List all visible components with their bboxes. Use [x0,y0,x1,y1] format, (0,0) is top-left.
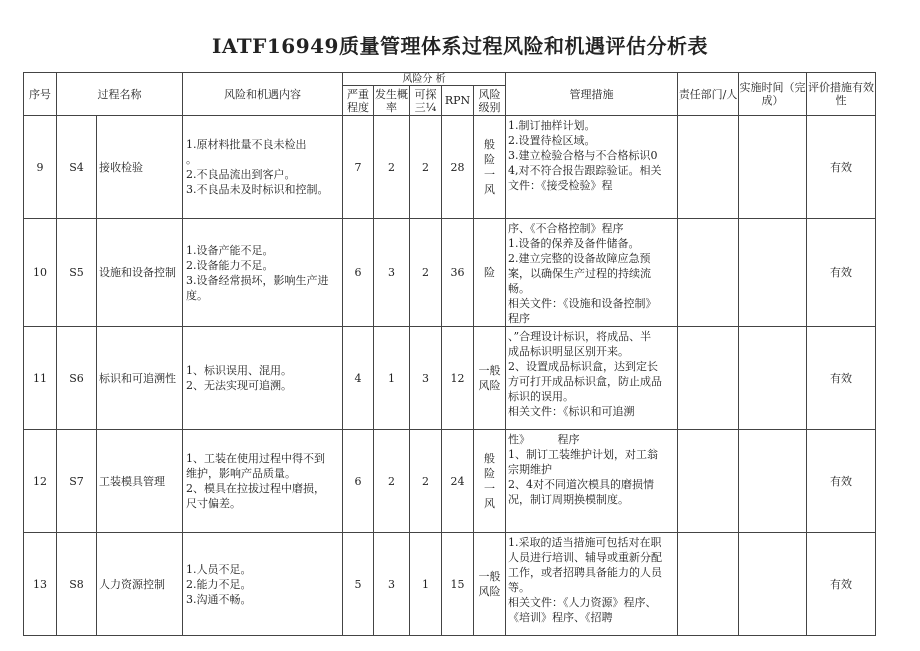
cell-risk-content [183,219,343,327]
cell-rpn: 15 [442,533,474,636]
cell-eval: 有效 [807,430,876,533]
cell-text-line: 一 [484,482,496,495]
cell-text-line: 等。 [508,581,531,594]
cell-text-line: 风险 [478,585,501,598]
header-occurrence: 发生概率 [375,87,408,114]
cell-text-line: 性》 程序 [508,433,580,446]
cell-text-line: 相关文件：《人力资源》程序、 [508,596,657,609]
cell-text-line: 案，以确保生产过程的持续流 [508,267,652,280]
cell-text-line: 险 [484,153,496,166]
cell-rpn: 28 [442,116,474,219]
cell-detection: 2 [410,116,442,219]
cell-code: S8 [57,533,97,636]
cell-text-line: 程序 [508,312,531,325]
cell-detection: 2 [410,219,442,327]
cell-text-line: 标识的误用。 [508,390,575,403]
header-process-name: 过程名称 [57,73,183,116]
cell-text-line: 序、《不合格控制》程序 [508,222,624,235]
cell-text-line: 一般 [478,364,501,377]
table-row [24,327,876,430]
cell-text-line: 2.设置待检区域。 [508,134,596,147]
cell-risk-level [474,430,506,533]
cell-measures [506,116,678,219]
cell-text-line: 2.能力不足。 [186,577,252,591]
cell-text-line: 。 [186,153,197,166]
table-body [24,116,876,636]
cell-severity: 4 [343,327,374,430]
cell-text-line: 风 [484,497,496,510]
header-eval: 评价措施有效性 [807,73,876,116]
cell-code: S7 [57,430,97,533]
cell-code: S5 [57,219,97,327]
cell-text-line: 2.不良品流出到客户。 [186,168,296,181]
cell-text-line: 2、无法实现可追溯。 [186,379,292,392]
cell-text-line: 1.设备的保养及备件储备。 [508,237,640,250]
cell-text-line: 工作，或者招聘具备能力的人员 [508,566,663,579]
cell-measures [506,219,678,327]
cell-risk-content [183,116,343,219]
cell-text-line: 险 [484,467,496,480]
cell-text-line: 尺寸偏差。 [186,497,241,510]
cell-dept [678,116,739,219]
cell-time [739,327,807,430]
cell-risk-level [474,116,506,219]
cell-severity: 6 [343,219,374,327]
cell-text-line: 成品标识明显区别开来。 [508,345,630,358]
header-seq: 序号 [24,73,57,116]
cell-occurrence: 2 [374,430,410,533]
cell-rpn: 36 [442,219,474,327]
cell-text-line: 2、4对不同道次模具的磨损情 [508,478,655,491]
cell-dept [678,430,739,533]
cell-text-line: 般 [484,452,496,465]
page-title: IATF16949质量管理体系过程风险和机遇评估分析表 [212,34,708,58]
cell-detection: 3 [410,327,442,430]
header-time: 实施时间（完成） [739,73,807,116]
cell-text-line: 2、模具在拉拔过程中磨损， [186,482,325,495]
cell-text-line: 1.人员不足。 [186,562,252,576]
header-risk-analysis: 风险分 析 [343,73,506,86]
cell-risk-level [474,533,506,636]
cell-text-line: 一般 [478,570,501,583]
cell-rpn: 12 [442,327,474,430]
cell-time [739,116,807,219]
cell-text-line: 4,对不符合报告跟踪验证。相关 [508,164,662,177]
table-row [24,430,876,533]
cell-text-line: 2、设置成品标识盒，达到定长 [508,360,659,373]
cell-measures [506,430,678,533]
cell-eval: 有效 [807,219,876,327]
cell-occurrence: 3 [374,219,410,327]
cell-text-line: 1.采取的适当措施可包括对在职 [508,536,662,549]
table-row [24,533,876,636]
cell-text-line: 人员进行培训、辅导或重新分配 [508,551,663,564]
cell-text-line: 1、标识误用、混用。 [186,364,292,377]
cell-seq: 10 [24,219,57,327]
cell-measures [506,533,678,636]
cell-risk-content [183,533,343,636]
cell-text-line: 3.设备经常损坏，影响生产进 [186,273,329,287]
cell-time [739,430,807,533]
cell-severity: 7 [343,116,374,219]
cell-rpn: 24 [442,430,474,533]
cell-seq: 12 [24,430,57,533]
header-measures: 管理措施 [506,73,678,116]
header-detection: 可探三¼ [410,86,442,116]
cell-seq: 11 [24,327,57,430]
cell-seq: 13 [24,533,57,636]
cell-dept [678,327,739,430]
header-severity: 严重程度 [343,86,374,116]
cell-text-line: 3.建立检验合格与不合格标识0 [508,149,658,162]
cell-text-line: 1.制订抽样计划。 [508,119,596,132]
cell-occurrence: 3 [374,533,410,636]
cell-text-line: 相关文件：《设施和设备控制》 [508,297,657,310]
cell-process-name: 标识和可追溯性 [97,327,183,430]
risk-assessment-table [23,72,876,636]
cell-eval: 有效 [807,533,876,636]
cell-text-line: 维护，影响产品质量。 [186,467,296,480]
cell-detection: 1 [410,533,442,636]
cell-detection: 2 [410,430,442,533]
cell-risk-level [474,219,506,327]
cell-time [739,219,807,327]
table-row [24,219,876,327]
cell-text-line: 1.原材料批量不良未检出 [186,138,307,151]
cell-text-line: 风 [484,183,496,196]
cell-text-line: 1、工装在使用过程中得不到 [186,452,325,465]
cell-dept [678,219,739,327]
cell-process-name: 人力资源控制 [97,533,183,636]
cell-text-line: 般 [484,138,496,151]
cell-code: S4 [57,116,97,219]
cell-text-line: 3.不良品未及时标识和控制。 [186,183,329,196]
cell-text-line: 1、制订工装维护计划，对工翁 [508,448,659,461]
cell-occurrence: 2 [374,116,410,219]
cell-eval: 有效 [807,116,876,219]
cell-text-line: 畅。 [508,282,531,295]
cell-text-line: 1.设备产能不足。 [186,243,274,257]
cell-seq: 9 [24,116,57,219]
cell-dept [678,533,739,636]
cell-process-name: 设施和设备控制 [97,219,183,327]
cell-text-line: 险 [484,266,496,279]
cell-text-line: 、”合理设计标识，将成品、半 [508,330,652,343]
cell-text-line: 3.沟通不畅。 [186,592,252,606]
cell-text-line: 宗期维护 [508,463,553,476]
cell-text-line: 一 [484,168,496,181]
cell-risk-level [474,327,506,430]
cell-time [739,533,807,636]
cell-measures [506,327,678,430]
cell-text-line: 度。 [186,288,208,302]
header-rpn: RPN [442,86,474,116]
cell-occurrence: 1 [374,327,410,430]
cell-eval: 有效 [807,327,876,430]
cell-severity: 5 [343,533,374,636]
cell-text-line: 方可打开成品标识盒，防止成品 [508,375,663,388]
header-dept: 责任部门/人 [678,73,739,116]
cell-text-line: 2.建立完整的设备故障应急预 [508,252,651,265]
cell-text-line: 2.设备能力不足。 [186,258,274,272]
cell-process-name: 接收检验 [97,116,183,219]
cell-code: S6 [57,327,97,430]
cell-risk-content [183,430,343,533]
cell-process-name: 工装模具管理 [97,430,183,533]
cell-text-line: 相关文件：《标识和可追溯 [508,405,635,418]
cell-text-line: 风险 [478,379,501,392]
cell-text-line: 《培训》程序、《招聘 [508,611,613,624]
table-row [24,116,876,219]
cell-text-line: 文件：《接受检验》程 [508,179,613,192]
cell-text-line: 况，制订周期换模制度。 [508,493,630,506]
cell-risk-content [183,327,343,430]
header-level: 风险级别 [474,86,506,116]
header-risk-content: 风险和机遇内容 [183,73,343,116]
cell-severity: 6 [343,430,374,533]
